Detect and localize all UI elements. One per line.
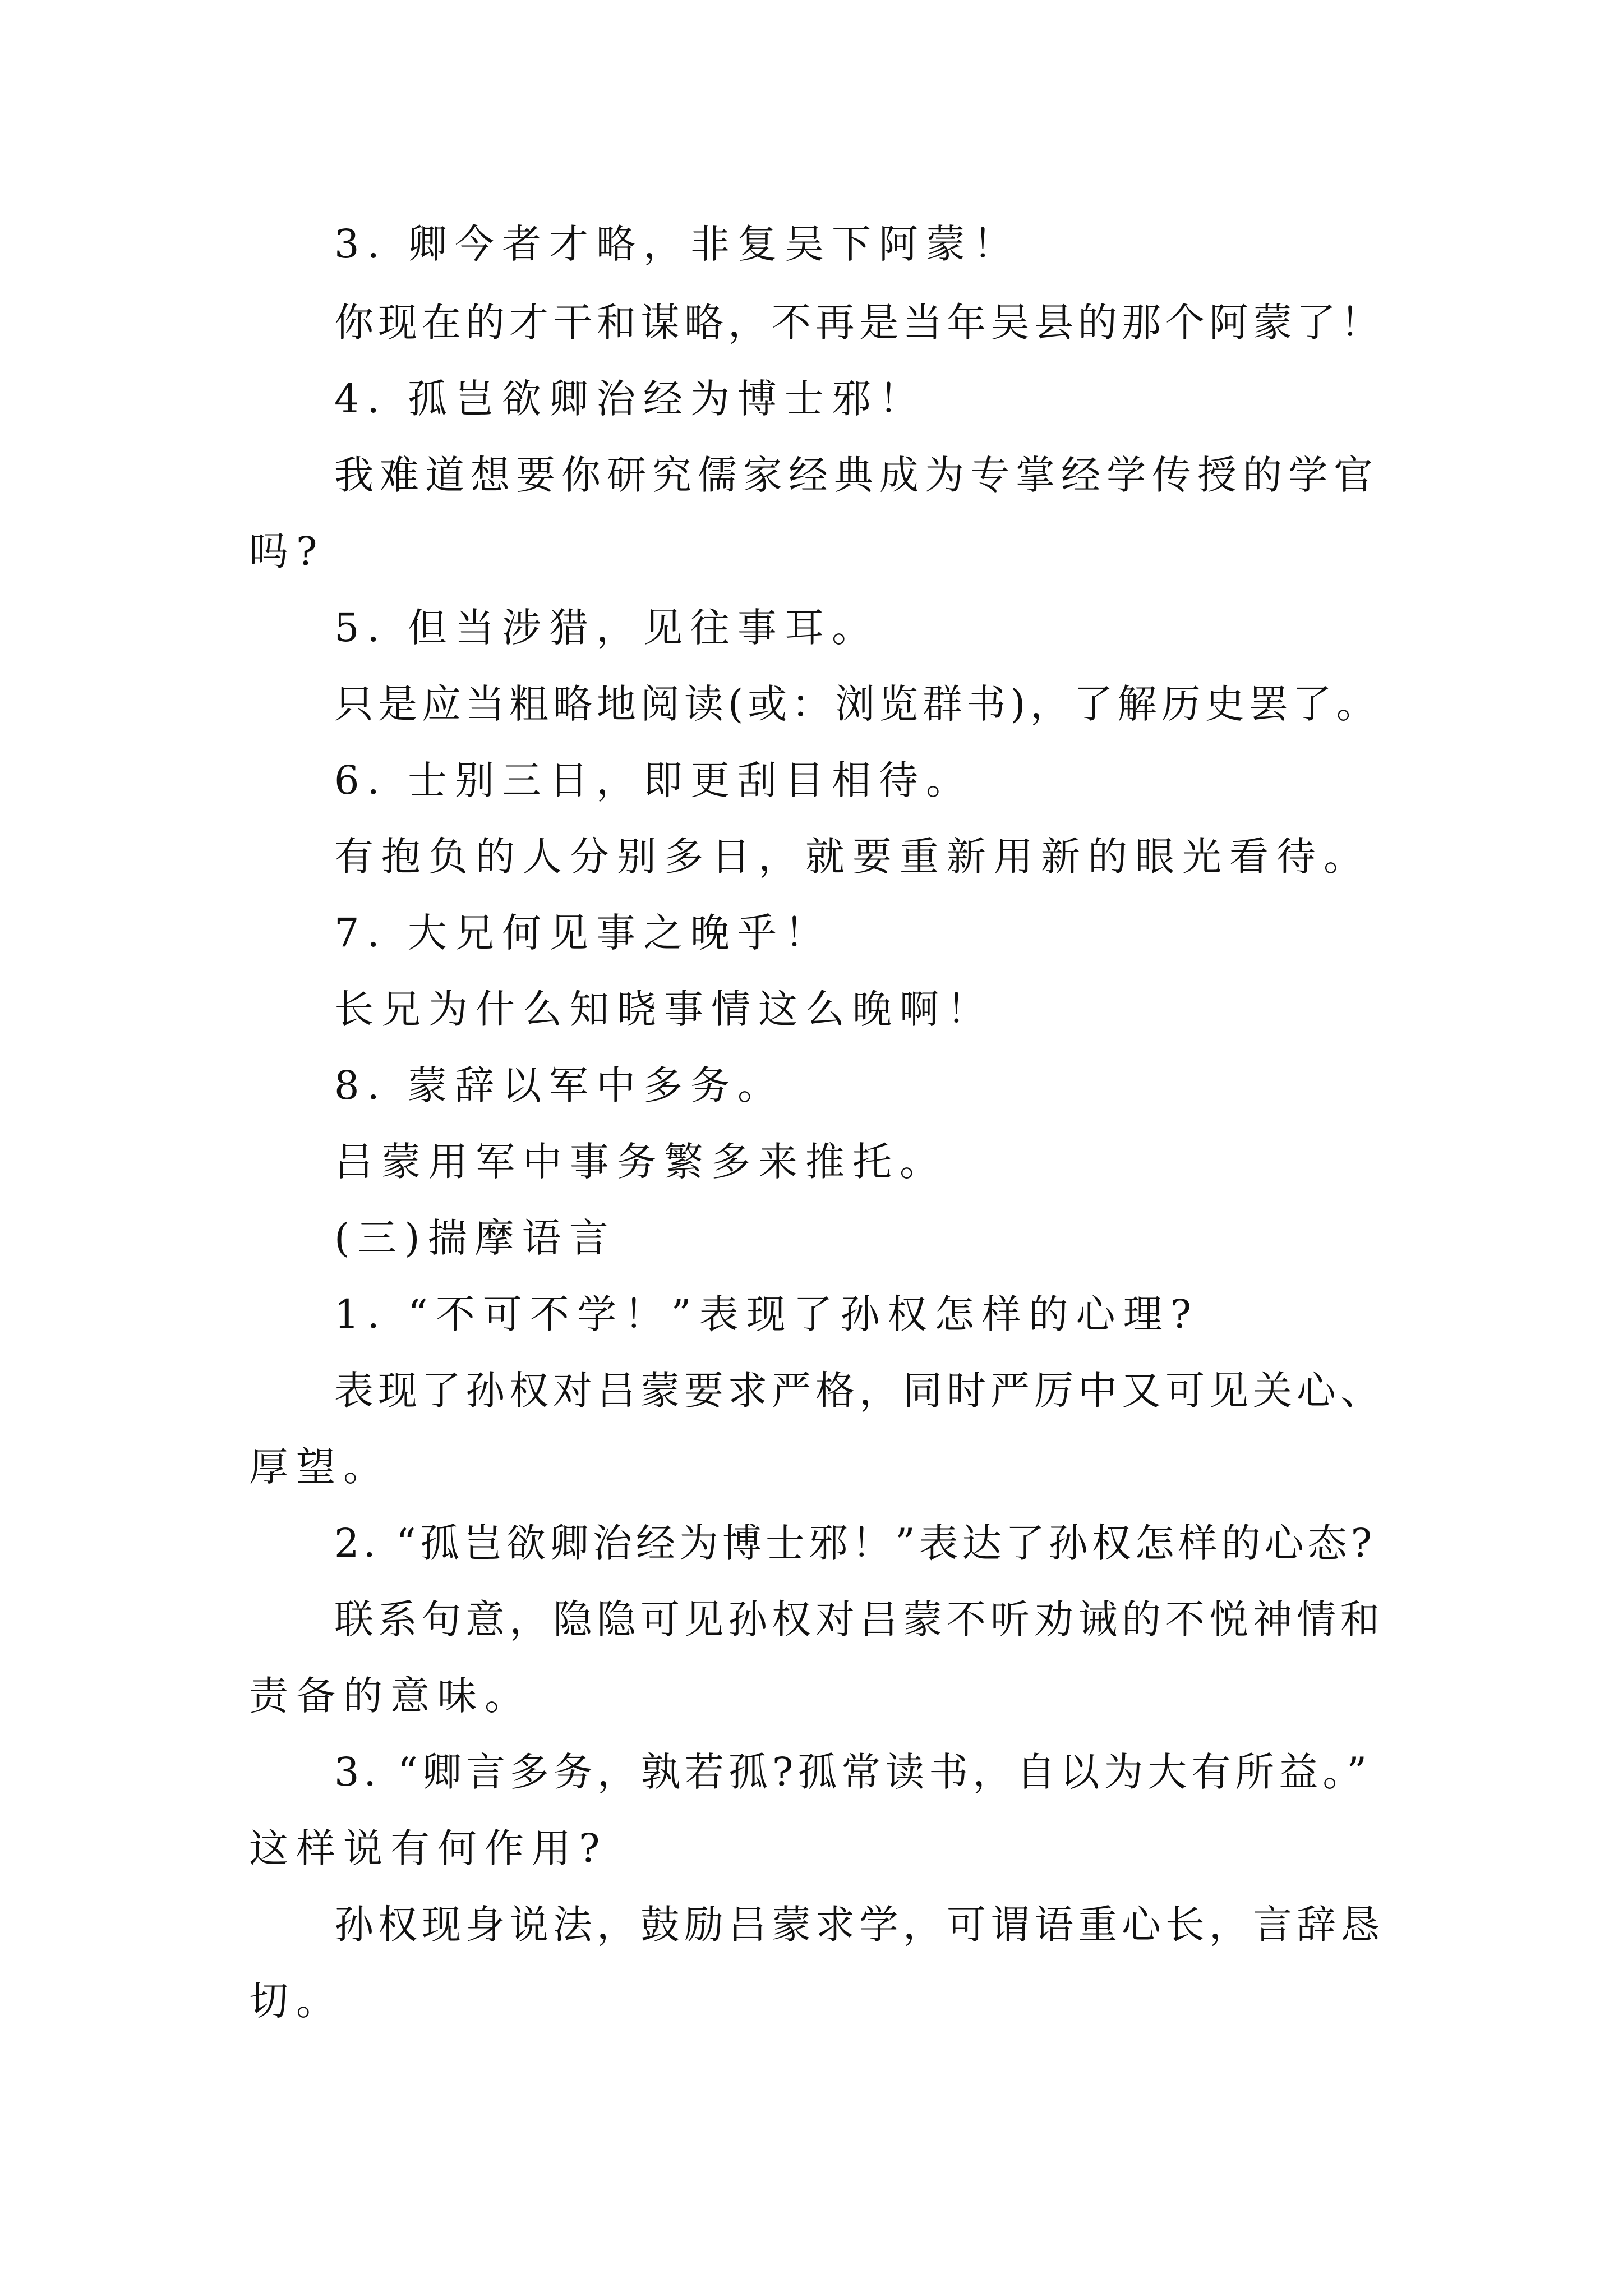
text-line: 8. 蒙辞以军中多务。	[334, 1062, 785, 1108]
text-line: 吗?	[249, 528, 325, 574]
text-line: 这样说有何作用?	[249, 1825, 608, 1871]
text-line: 孙权现身说法，鼓励吕蒙求学，可谓语重心长，言辞恳	[334, 1902, 1384, 1948]
text-line: 6. 士别三日，即更刮目相待。	[334, 757, 974, 803]
section-heading: (三)揣摩语言	[334, 1215, 616, 1261]
text-line: 3. 卿今者才略，非复吴下阿蒙！	[334, 221, 1021, 267]
text-line: 7. 大兄何见事之晚乎！	[334, 910, 832, 956]
text-line: 我难道想要你研究儒家经典成为专掌经学传授的学官	[334, 452, 1379, 498]
text-line: 只是应当粗略地阅读(或：浏览群书)，了解历史罢了。	[334, 681, 1380, 727]
text-line: 长兄为什么知晓事情这么晚啊！	[334, 986, 994, 1032]
text-line: 责备的意味。	[249, 1673, 532, 1719]
text-line: 吕蒙用军中事务繁多来推托。	[334, 1139, 947, 1185]
text-line: 切。	[249, 1978, 343, 2024]
text-line: 有抱负的人分别多日，就要重新用新的眼光看待。	[334, 834, 1371, 880]
text-line: 表现了孙权对吕蒙要求严格，同时严厉中又可见关心、	[334, 1368, 1384, 1414]
text-line: 2. “孤岂欲卿治经为博士邪！”表达了孙权怎样的心态?	[334, 1520, 1376, 1566]
text-line: 5. 但当涉猎，见往事耳。	[334, 605, 879, 651]
text-line: 厚望。	[249, 1444, 390, 1490]
text-line: 4. 孤岂欲卿治经为博士邪！	[334, 376, 926, 422]
text-line: 你现在的才干和谋略，不再是当年吴县的那个阿蒙了！	[334, 300, 1384, 346]
text-line: 3. “卿言多务，孰若孤?孤常读书，自以为大有所益。”	[334, 1749, 1372, 1795]
text-line: 联系句意，隐隐可见孙权对吕蒙不听劝诫的不悦神情和	[334, 1596, 1384, 1642]
text-line: 1. “不可不学！”表现了孙权怎样的心理?	[334, 1291, 1200, 1337]
